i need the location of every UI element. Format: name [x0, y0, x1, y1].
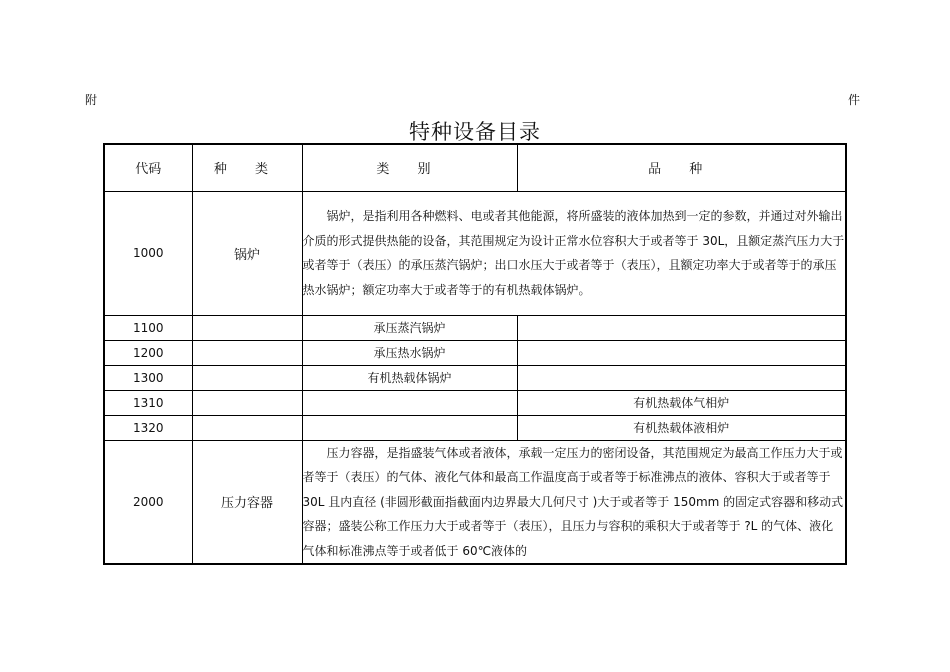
row-category: 有机热载体锅炉 [302, 365, 517, 390]
row-kind [192, 415, 302, 440]
row-code: 1000 [104, 191, 192, 315]
row-kind: 压力容器 [192, 440, 302, 564]
page-title: 特种设备目录 [409, 120, 541, 144]
table-row [104, 415, 846, 440]
row-description: 锅炉，是指利用各种燃料、电或者其他能源，将所盛装的液体加热到一定的参数，并通过对外输出介质的形式提供热能的设备，其范围规定为设计正常水位容积大于或者等于 30L，且额定蒸汽压力大于或者等于（表压）的承压蒸汽锅炉；出口水压大于或者等于（表压），且额定功率大于或者等于的承压热水锅炉；额定功率大于或者等于的有机热载体锅炉。 [302, 191, 846, 315]
row-category [302, 415, 517, 440]
table-row [104, 365, 846, 390]
row-code: 2000 [104, 440, 192, 564]
attachment-label-right: 件 [848, 93, 861, 107]
row-variety [517, 365, 846, 390]
row-variety: 有机热载体液相炉 [517, 415, 846, 440]
row-category: 承压蒸汽锅炉 [302, 315, 517, 340]
table-row [104, 191, 846, 315]
row-category [302, 390, 517, 415]
row-kind [192, 315, 302, 340]
row-code: 1200 [104, 340, 192, 365]
header-variety: 品 种 [517, 144, 846, 191]
row-kind [192, 340, 302, 365]
row-kind [192, 365, 302, 390]
table-row [104, 390, 846, 415]
row-kind: 锅炉 [192, 191, 302, 315]
table-header-row [104, 144, 846, 191]
row-variety [517, 315, 846, 340]
row-code: 1300 [104, 365, 192, 390]
row-code: 1100 [104, 315, 192, 340]
row-code: 1310 [104, 390, 192, 415]
row-description: 压力容器，是指盛装气体或者液体，承载一定压力的密闭设备，其范围规定为最高工作压力大于或者等于（表压）的气体、液化气体和最高工作温度高于或者等于标准沸点的液体、容积大于或者等于 30L 且内直径 (非圆形截面指截面内边界最大几何尺寸 )大于或者等于 150mm 的固定式容器和移动式容器；盛装公称工作压力大于或者等于（表压），且压力与容积的乘积大于或者等于 ?L 的气体、液化气体和标准沸点等于或者低于 60℃液体的 [302, 440, 846, 564]
row-category: 承压热水锅炉 [302, 340, 517, 365]
header-code: 代码 [104, 144, 192, 191]
row-variety [517, 340, 846, 365]
header-category: 类 别 [302, 144, 517, 191]
row-code: 1320 [104, 415, 192, 440]
row-variety: 有机热载体气相炉 [517, 390, 846, 415]
table-row [104, 315, 846, 340]
row-kind [192, 390, 302, 415]
header-kind: 种 类 [192, 144, 302, 191]
equipment-catalog-table [103, 143, 847, 565]
table-row [104, 340, 846, 365]
attachment-label-left: 附 [85, 93, 98, 107]
table-row [104, 440, 846, 564]
